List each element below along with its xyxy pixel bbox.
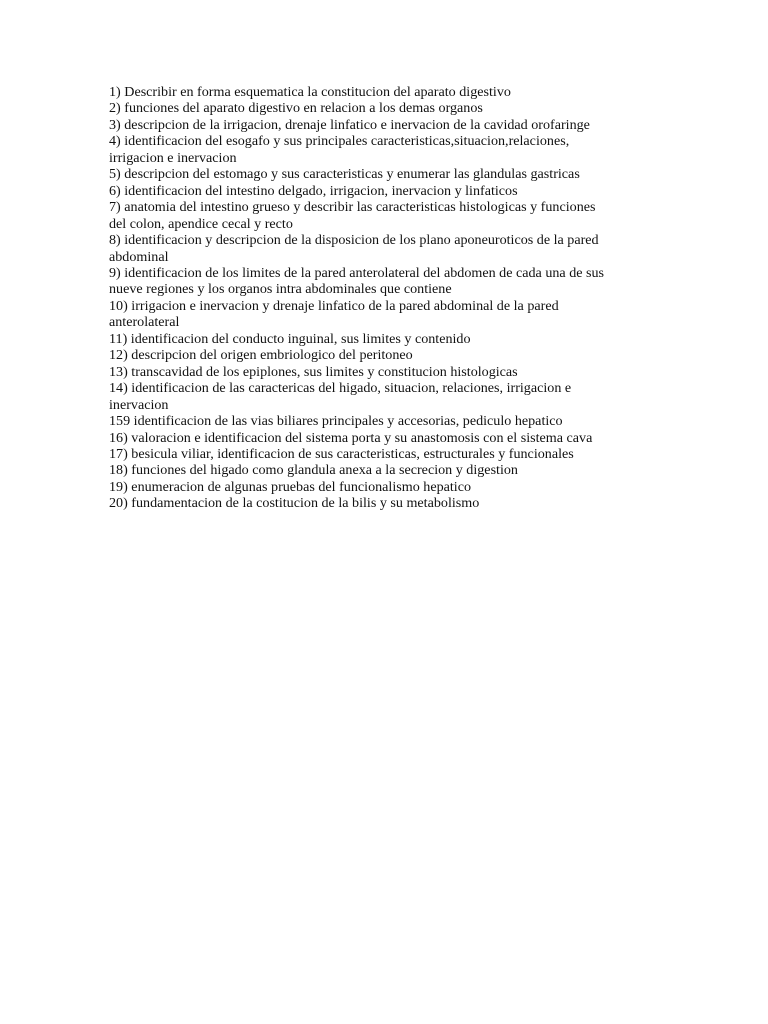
- list-line: 10) irrigacion e inervacion y drenaje linfatico de la pared abdominal de la pared: [109, 297, 559, 314]
- topic-list: [109, 84, 661, 512]
- list-line: 18) funciones del higado como glandula anexa a la secrecion y digestion: [109, 462, 518, 479]
- list-line: 19) enumeracion de algunas pruebas del funcionalismo hepatico: [109, 478, 472, 495]
- list-line: 4) identificacion del esogafo y sus principales caracteristicas,situacion,relaciones,: [109, 133, 570, 150]
- list-line: 14) identificacion de las caractericas del higado, situacion, relaciones, irrigacion e: [109, 380, 572, 397]
- list-line: 9) identificacion de los limites de la pared anterolateral del abdomen de cada una de sus: [109, 264, 605, 281]
- list-line: 3) descripcion de la irrigacion, drenaje linfatico e inervacion de la cavidad orofaringe: [109, 116, 590, 133]
- list-line: 11) identificacion del conducto inguinal, sus limites y contenido: [109, 330, 471, 347]
- list-line: 2) funciones del aparato digestivo en relacion a los demas organos: [109, 100, 483, 117]
- list-line: abdominal: [109, 248, 169, 265]
- list-line: 17) besicula viliar, identificacion de sus caracteristicas, estructurales y funcionales: [109, 445, 574, 462]
- list-line: 159 identificacion de las vias biliares principales y accesorias, pediculo hepatico: [109, 413, 563, 430]
- list-line: 20) fundamentacion de la costitucion de la bilis y su metabolismo: [109, 495, 480, 512]
- list-line: nueve regiones y los organos intra abdominales que contiene: [109, 281, 452, 298]
- list-line: 1) Describir en forma esquematica la constitucion del aparato digestivo: [109, 84, 511, 100]
- list-line: 16) valoracion e identificacion del sistema porta y su anastomosis con el sistema cava: [109, 429, 593, 446]
- list-line: 12) descripcion del origen embriologico del peritoneo: [109, 347, 413, 364]
- list-line: 7) anatomia del intestino grueso y describir las caracteristicas histologicas y funciones: [109, 199, 596, 216]
- list-line: inervacion: [109, 396, 169, 413]
- list-line: 13) transcavidad de los epiplones, sus limites y constitucion histologicas: [109, 363, 518, 380]
- list-line: anterolateral: [109, 314, 180, 331]
- list-line: irrigacion e inervacion: [109, 149, 237, 166]
- list-line: 6) identificacion del intestino delgado, irrigacion, inervacion y linfaticos: [109, 182, 518, 199]
- list-line: 8) identificacion y descripcion de la disposicion de los plano aponeuroticos de la pared: [109, 232, 599, 249]
- list-line: 5) descripcion del estomago y sus caracteristicas y enumerar las glandulas gastricas: [109, 166, 580, 183]
- list-line: del colon, apendice cecal y recto: [109, 215, 293, 232]
